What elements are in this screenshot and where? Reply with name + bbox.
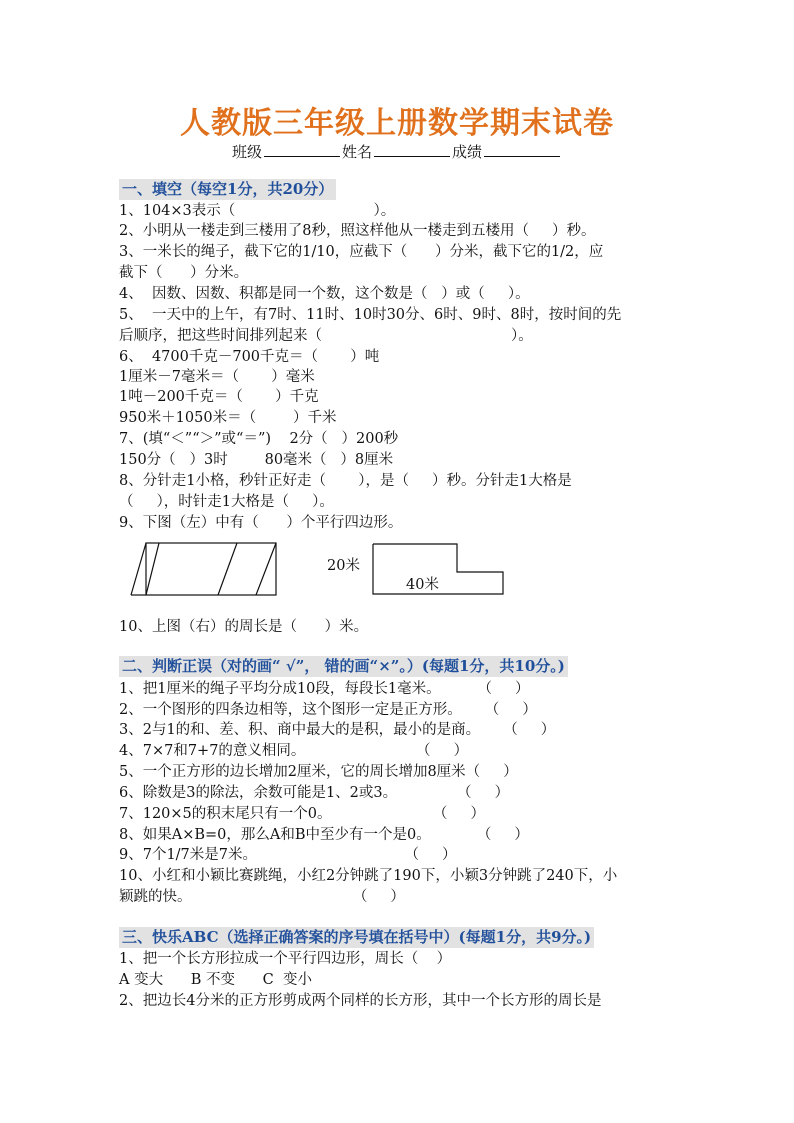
question-line: 1吨－200千克＝（ ）千克 (119, 389, 319, 405)
class-blank[interactable] (264, 142, 340, 157)
question-line: 截下（ ）分米。 (119, 265, 249, 281)
question-line: 5、一个正方形的边长增加2厘米，它的周长增加8厘米（ ） (119, 764, 518, 780)
page-title: 人教版三年级上册数学期末试卷 (180, 106, 614, 141)
student-info-line (0, 141, 794, 162)
question-line: 8、如果A×B=0，那么A和B中至少有一个是0。 （ ） (119, 827, 529, 843)
question-line: 10、上图（右）的周长是（ ）米。 (119, 619, 369, 635)
question-line: 7、(填“＜”“＞”或“＝”) 2分（ ）200秒 (119, 431, 399, 447)
score-label: 成绩 (452, 143, 483, 161)
question-line: 2、把边长4分米的正方形剪成两个同样的长方形，其中一个长方形的周长是 (119, 993, 602, 1009)
question-line: 1、104×3表示（ ）。 (119, 203, 396, 219)
section-heading-fill-in: 一、填空（每空1分，共20分） (119, 179, 336, 200)
question-line: 8、分针走1小格，秒针正好走（ ），是（ ）秒。分针走1大格是 (119, 473, 572, 489)
score-blank[interactable] (484, 142, 560, 157)
question-line: 7、120×5的积末尾只有一个0。 （ ） (119, 806, 485, 822)
l-shape-figure (371, 542, 507, 596)
parallelogram-figure (130, 541, 280, 597)
section-heading-multiple-choice: 三、快乐ABC（选择正确答案的序号填在括号中）(每题1分，共9分。) (119, 927, 594, 948)
question-line: 3、2与1的和、差、积、商中最大的是积，最小的是商。 （ ） (119, 722, 556, 738)
figure-label-40: 40米 (406, 577, 439, 593)
question-line: 1、把1厘米的绳子平均分成10段，每段长1毫米。 （ ） (119, 681, 530, 697)
question-line: 1、把一个长方形拉成一个平行四边形，周长（ ） (119, 951, 452, 967)
question-line: 2、一个图形的四条边相等，这个图形一定是正方形。 （ ） (119, 702, 537, 718)
class-label: 班级 (231, 143, 262, 161)
question-line: 后顺序，把这些时间排列起来（ ）。 (119, 328, 533, 344)
question-line: 10、小红和小颖比赛跳绳，小红2分钟跳了190下，小颖3分钟跳了240下，小 (119, 868, 618, 884)
question-line: 6、除数是3的除法，余数可能是1、2或3。 （ ） (119, 785, 510, 801)
question-line: 2、小明从一楼走到三楼用了8秒，照这样他从一楼走到五楼用（ ）秒。 (119, 223, 596, 239)
question-line: 4、7×7和7+7的意义相同。 （ ） (119, 743, 469, 759)
name-blank[interactable] (374, 142, 450, 157)
question-line: 1厘米－7毫米＝（ ）毫米 (119, 369, 315, 385)
question-line: 150分（ ）3时 80毫米（ ）8厘米 (119, 452, 394, 468)
question-line: 颖跳的快。 （ ） (119, 889, 405, 905)
question-line: 9、7个1/7米是7米。 （ ） (119, 847, 457, 863)
question-line: 3、一米长的绳子，截下它的1/10，应截下（ ）分米，截下它的1/2，应 (119, 244, 604, 260)
question-line: 6、 4700千克－700千克＝（ ）吨 (119, 349, 380, 365)
question-line: A 变大 B 不变 C 变小 (119, 972, 312, 988)
question-line: 9、下图（左）中有（ ）个平行四边形。 (119, 515, 403, 531)
section-heading-true-false: 二、判断正误（对的画“ √”， 错的画“×”。）(每题1分，共10分。) (119, 656, 568, 677)
question-line: （ ），时针走1大格是（ ）。 (119, 494, 334, 510)
figure-label-20: 20米 (327, 558, 360, 574)
question-line: 4、 因数、因数、积都是同一个数，这个数是（ ）或（ ）。 (119, 286, 530, 302)
question-line: 950米＋1050米＝（ ）千米 (119, 410, 337, 426)
name-label: 姓名 (341, 143, 372, 161)
question-line: 5、 一天中的上午，有7时、11时、10时30分、6时、9时、8时，按时间的先 (119, 307, 622, 323)
